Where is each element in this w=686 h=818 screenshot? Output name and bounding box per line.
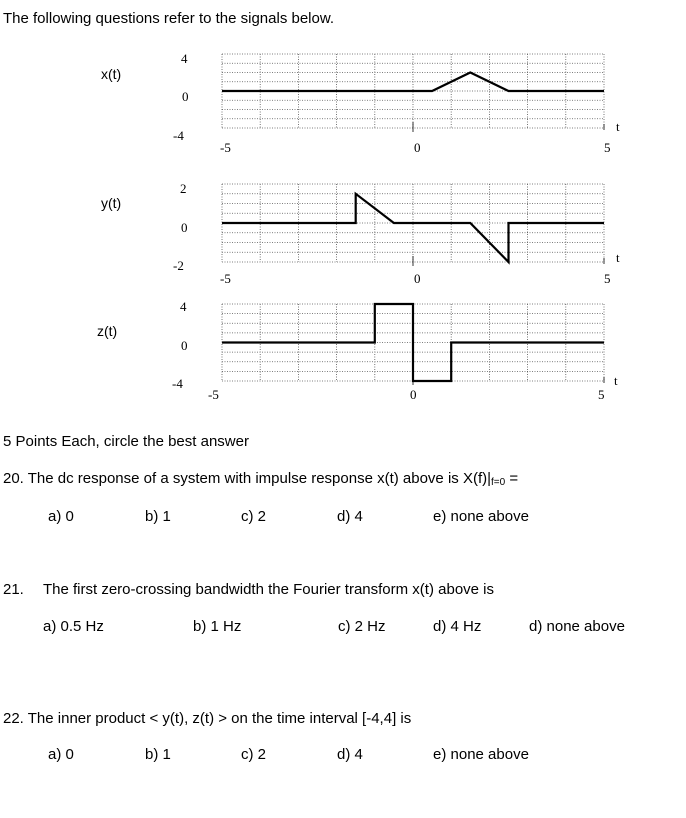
y-xtick-right: 5 (604, 271, 611, 286)
x-xtick-mid: 0 (414, 140, 421, 155)
q20-text: 20. The dc response of a system with impulse response x(t) above is X(f)| (3, 470, 491, 487)
q20-option-a[interactable]: a) 0 (48, 508, 74, 525)
y-xtick-mid: 0 (414, 271, 421, 286)
q20-option-b[interactable]: b) 1 (145, 508, 171, 525)
y-axis-label: t (616, 250, 620, 265)
q21-option-e[interactable]: d) none above (529, 618, 625, 635)
x-xtick-right: 5 (604, 140, 611, 155)
q20-suffix: = (505, 470, 519, 487)
section-heading: 5 Points Each, circle the best answer (3, 433, 249, 450)
q20-option-d[interactable]: d) 4 (337, 508, 363, 525)
z-plot-waveform (222, 304, 604, 381)
z-xtick-right: 5 (598, 387, 605, 402)
z-ytick-mid: 0 (181, 338, 188, 353)
y-ytick-mid: 0 (181, 220, 188, 235)
q22-option-c[interactable]: c) 2 (241, 746, 267, 763)
q20-option-e[interactable]: e) none above (433, 508, 529, 525)
z-xtick-mid: 0 (410, 387, 417, 402)
q21-option-b[interactable]: b) 1 Hz (193, 618, 242, 635)
q22-option-a[interactable]: a) 0 (48, 746, 74, 763)
q22-option-d[interactable]: d) 4 (337, 746, 363, 763)
x-ytick-mid: 0 (182, 89, 189, 104)
q20-subscript: f=0 (491, 477, 506, 488)
z-signal-label: z(t) (97, 323, 118, 339)
intro-text: The following questions refer to the signals below. (3, 10, 335, 27)
q20-question (3, 470, 518, 488)
q22-option-b[interactable]: b) 1 (145, 746, 171, 763)
q20-option-c[interactable]: c) 2 (241, 508, 267, 525)
q21-option-c[interactable]: c) 2 Hz (338, 618, 386, 635)
x-ytick-top: 4 (181, 51, 188, 66)
z-ytick-bottom: -4 (172, 376, 183, 391)
z-axis-label: t (614, 373, 618, 388)
y-xtick-left: -5 (220, 271, 231, 286)
q21-option-a[interactable]: a) 0.5 Hz (43, 618, 104, 635)
x-ytick-bottom: -4 (173, 128, 184, 143)
z-xtick-left: -5 (208, 387, 219, 402)
x-xtick-left: -5 (220, 140, 231, 155)
x-signal-label: x(t) (101, 66, 122, 82)
y-ytick-top: 2 (180, 181, 187, 196)
q21-text: The first zero-crossing bandwidth the Fourier transform x(t) above is (43, 581, 495, 598)
q21-number: 21. (3, 581, 24, 598)
z-ytick-top: 4 (180, 299, 187, 314)
x-axis-label: t (616, 119, 620, 134)
y-signal-label: y(t) (101, 195, 122, 211)
q22-text: 22. The inner product < y(t), z(t) > on the time interval [-4,4] is (3, 710, 412, 727)
q22-option-e[interactable]: e) none above (433, 746, 529, 763)
q21-option-d[interactable]: d) 4 Hz (433, 618, 482, 635)
y-ytick-bottom: -2 (173, 258, 184, 273)
